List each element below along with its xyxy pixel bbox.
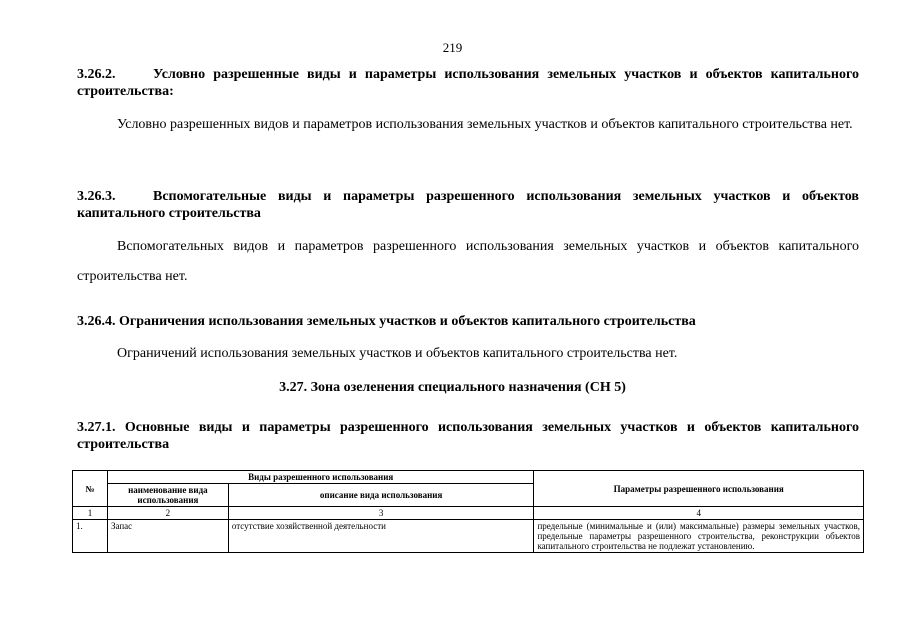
section-3-26-4-text	[77, 339, 859, 369]
paragraph-text: Условно разрешенных видов и параметров использования земельных участков и объектов капитального строительства нет.	[117, 117, 853, 132]
row-number: 1.	[73, 520, 108, 553]
column-header-number: №	[73, 471, 108, 507]
paragraph-text: Вспомогательных видов и параметров разрешенного использования земельных участков и объектов капитального строительства нет.	[77, 239, 859, 284]
column-index: 4	[534, 507, 864, 520]
table-index-row	[73, 507, 864, 520]
table-header-row	[73, 471, 864, 484]
table-row	[73, 520, 864, 553]
column-index: 3	[228, 507, 534, 520]
use-description: отсутствие хозяйственной деятельности	[228, 520, 534, 553]
section-number: 3.26.3.	[77, 189, 116, 204]
section-title: Условно разрешенные виды и параметры использования земельных участков и объектов капитального строительства:	[77, 67, 859, 99]
column-index: 2	[107, 507, 228, 520]
section-3-26-4-heading: 3.26.4. Ограничения использования земельных участков и объектов капитального строительства	[77, 314, 696, 329]
column-header-description: описание вида использования	[228, 484, 534, 507]
section-3-26-2-heading	[77, 66, 859, 100]
section-3-27-heading: 3.27. Зона озеленения специального назначения (СН 5)	[279, 380, 626, 395]
section-3-27-1-heading: 3.27.1. Основные виды и параметры разрешенного использования земельных участков и объектов капитального строительства	[77, 420, 859, 452]
column-header-params: Параметры разрешенного использования	[534, 471, 864, 507]
use-name: Запас	[107, 520, 228, 553]
section-title: Вспомогательные виды и параметры разрешенного использования земельных участков и объектов капитального строительства	[77, 189, 859, 221]
column-header-name: наименование вида использования	[107, 484, 228, 507]
section-3-26-3-heading	[77, 188, 859, 222]
paragraph-text: Ограничений использования земельных участков и объектов капитального строительства нет.	[117, 346, 678, 361]
section-3-26-3-text	[77, 232, 859, 292]
land-use-table	[72, 470, 864, 553]
page-number: 219	[442, 40, 463, 55]
column-index: 1	[73, 507, 108, 520]
section-3-26-2-text	[77, 110, 859, 140]
use-parameters: предельные (минимальные и (или) максимальные) размеры земельных участков, предельные параметры разрешенного строительства, реконструкции объектов капитального строительства не подлежат установлению.	[534, 520, 864, 553]
section-number: 3.26.2.	[77, 67, 116, 82]
column-group-header: Виды разрешенного использования	[107, 471, 533, 484]
